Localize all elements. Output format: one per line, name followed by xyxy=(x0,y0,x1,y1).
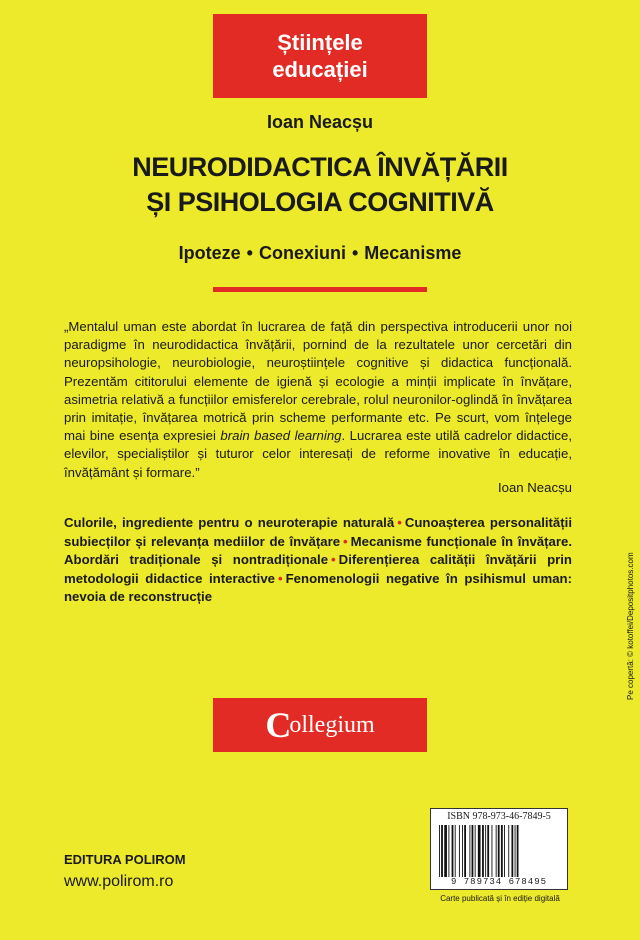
topic-item: Fenomenologii negative în psihismul uman: nevoia de reconstrucție xyxy=(64,570,572,605)
blurb-quote xyxy=(64,318,572,482)
title-line-2: ȘI PSIHOLOGIA COGNITIVĂ xyxy=(146,187,494,217)
publisher-name: EDITURA POLIROM xyxy=(64,852,186,867)
subtitle-part-1: Ipoteze xyxy=(178,243,241,263)
divider-rule xyxy=(213,287,427,292)
quote-emphasis: brain based learning xyxy=(220,428,342,444)
quote-signature: Ioan Neacșu xyxy=(497,480,572,495)
bullet-separator: • xyxy=(343,533,348,549)
topic-item: Diferențierea calității învățării prin metodologii didactice interactive xyxy=(64,552,572,586)
barcode-image xyxy=(437,825,561,877)
topic-item: Mecanisme funcționale în învățare. Abordări tradiționale și nontradiționale xyxy=(64,533,572,568)
series-badge xyxy=(213,14,427,98)
photo-credit: Pe copertă: © kotoffei/Depositphotos.com xyxy=(626,552,635,700)
digital-edition-note: Carte publicată și în ediție digitală xyxy=(440,894,560,903)
subtitle-part-3: Mecanisme xyxy=(364,243,462,263)
subtitle-separator: • xyxy=(246,243,253,263)
bullet-separator: • xyxy=(278,570,283,586)
book-title xyxy=(0,150,640,220)
series-line-1: Științele xyxy=(277,30,363,55)
bullet-separator: • xyxy=(331,552,336,568)
title-line-1: NEURODIDACTICA ÎNVĂȚĂRII xyxy=(132,152,508,182)
bullet-separator: • xyxy=(397,515,402,530)
subtitle-part-2: Conexiuni xyxy=(258,243,346,263)
topic-item: Culorile, ingrediente pentru o neuroterapie naturală xyxy=(64,515,395,530)
isbn-label: ISBN 978-973-46-7849-5 xyxy=(447,811,551,822)
topic-item: Cunoașterea personalității subiecților și relevanța mediilor de învățare xyxy=(64,515,572,549)
logo-rest: ollegium xyxy=(289,711,375,738)
isbn-barcode-box xyxy=(430,808,568,890)
logo-initial: C xyxy=(265,705,292,745)
series-line-2: educației xyxy=(272,57,368,82)
quote-text-before: „Mentalul uman este abordat în lucrarea de față din perspectiva introducerii unor noi paradigme în neurodidactica învățării, pornind de la rezultatele unor cercetări din neuropsihologie, neurobiologie, neuroștiințele cognitive și didactica funcțională. Prezentăm cititorului elemente de igienă și ecologie a minții implicate în învățare, asimetria relativă a funcțiilor emisferelor cerebrale, rolul neuronilor-oglindă în învățarea prin imitație, învățarea motrică prin scheme performante etc. Pe scurt, vom înțelege mai bine esența expresiei xyxy=(64,319,572,444)
ean-number: 9 789734 678495 xyxy=(450,877,547,887)
publisher-url: www.polirom.ro xyxy=(64,873,174,890)
topics-list xyxy=(64,514,572,607)
author-name: Ioan Neacșu xyxy=(266,112,374,132)
quote-text-after: . Lucrarea este utilă cadrelor didactice, elevilor, specialiștilor și tuturor celor interesați de reforme inovative în educație, învățământ și formare.” xyxy=(64,428,572,480)
collegium-logo xyxy=(213,698,427,752)
book-subtitle xyxy=(0,243,640,264)
subtitle-separator: • xyxy=(351,243,359,263)
